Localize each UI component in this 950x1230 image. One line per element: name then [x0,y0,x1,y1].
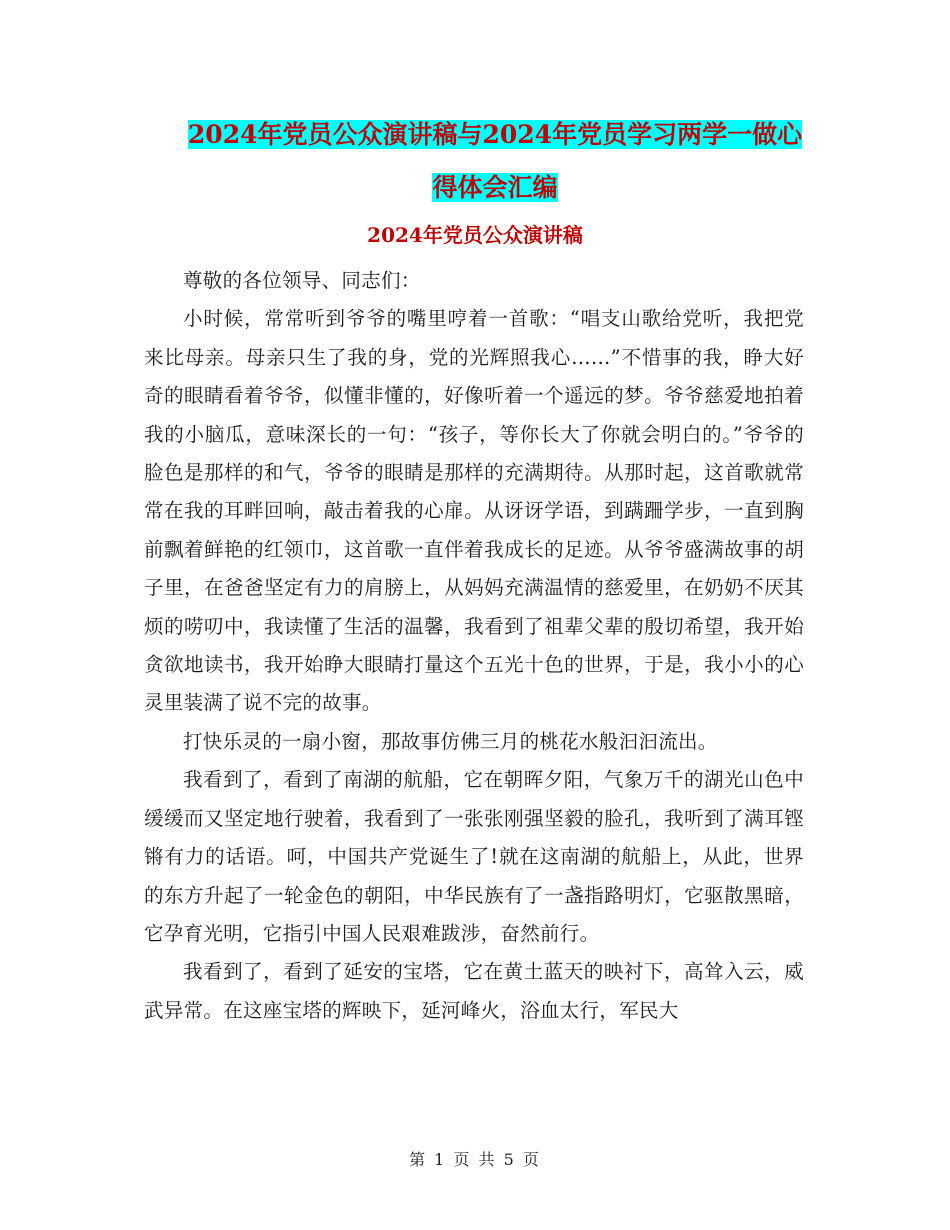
paragraph: 我看到了，看到了南湖的航船，它在朝晖夕阳，气象万千的湖光山色中缓缓而又坚定地行驶着，我看到了一张张刚强坚毅的脸孔，我听到了满耳铿锵有力的话语。呵，中国共产党诞生了!就在这南湖的航船上，从此，世界的东方升起了一轮金色的朝阳，中华民族有了一盏指路明灯，它驱散黑暗，它孕育光明，它指引中国人民艰难跋涉，奋然前行。 [144,768,804,945]
section-title: 2024年党员公众演讲稿 [367,223,583,247]
paragraph: 小时候，常常听到爷爷的嘴里哼着一首歌：“唱支山歌给党听，我把党来比母亲。母亲只生了我的身，党的光辉照我心……”不惜事的我，睁大好奇的眼睛看着爷爷，似懂非懂的，好像听着一个遥远的梦。爷爷慈爱地拍着我的小脑瓜，意味深长的一句：“孩子，等你长大了你就会明白的。”爷爷的脸色是那样的和气，爷爷的眼睛是那样的充满期待。从那时起，这首歌就常常在我的耳畔回响，敲击着我的心扉。从讶讶学语，到蹒跚学步，一直到胸前飘着鲜艳的红领巾，这首歌一直伴着我成长的足迹。从爷爷盛满故事的胡子里，在爸爸坚定有力的肩膀上，从妈妈充满温情的慈爱里，在奶奶不厌其烦的唠叨中，我读懂了生活的温馨，我看到了祖辈父辈的殷切希望，我开始贪欲地读书，我开始睁大眼睛打量这个五光十色的世界，于是，我小小的心灵里装满了说不完的故事。 [144,307,804,715]
paragraph: 尊敬的各位领导、同志们： [183,269,421,292]
document-title-line-2: 得体会汇编 [432,173,558,202]
document-title-line-1: 2024年党员公众演讲稿与2024年党员学习两学一做心 [187,120,803,149]
page-footer: 第 1 页 共 5 页 [409,1150,541,1169]
paragraph: 我看到了，看到了延安的宝塔，它在黄土蓝天的映衬下，高耸入云，威武异常。在这座宝塔的辉映下，延河峰火，浴血太行，军民大 [144,960,804,1022]
body-text [144,262,804,1030]
paragraph: 打快乐灵的一扇小窗，那故事仿佛三月的桃花水般汩汩流出。 [183,729,718,753]
document-title [140,108,850,214]
